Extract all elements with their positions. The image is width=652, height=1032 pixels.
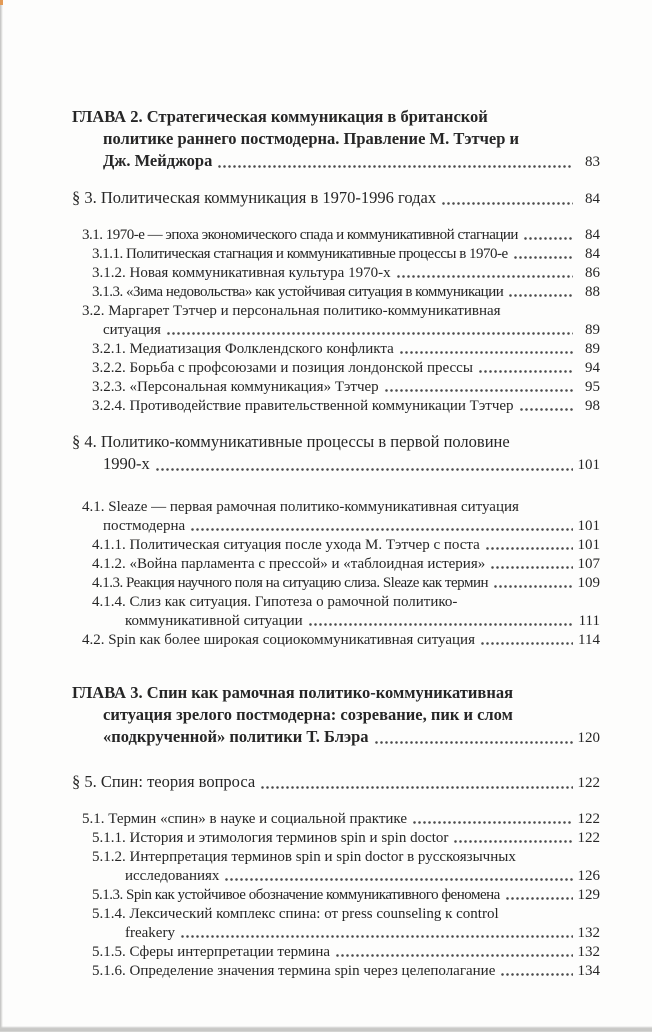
- toc-entry-text: 5.1.3. Spin как устойчивое обозначение коммуникативного феномена: [92, 887, 500, 903]
- page-number: 84: [585, 246, 600, 262]
- toc-entry-text: ситуация: [103, 322, 161, 338]
- toc-entry-text: 3.2.1. Медиатизация Фолклендского конфликта: [92, 341, 394, 357]
- dot-leader: [509, 293, 573, 298]
- toc-entry-line: [72, 431, 600, 453]
- toc-entry-text: «подкрученной» политики Т. Блэра: [103, 727, 369, 746]
- dot-leader: [375, 740, 573, 745]
- page-number: 86: [585, 265, 600, 281]
- dot-leader: [191, 527, 573, 532]
- toc-entry-text: 5.1.2. Интерпретация терминов spin и spin doctor в русскоязычных: [92, 849, 516, 865]
- page-number: 132: [577, 925, 600, 941]
- page-bottom-edge: [0, 1026, 652, 1032]
- page-number: 132: [577, 944, 600, 960]
- toc-entry-line: [72, 771, 600, 794]
- toc-entry-text: ГЛАВА 3. Спин как рамочная политико-коммуникативная: [72, 683, 514, 702]
- toc-entry-line: [72, 106, 600, 128]
- toc-entry-text: 3.2.3. «Персональная коммуникация» Тэтчер: [92, 379, 379, 395]
- page-left-edge: [0, 0, 3, 1032]
- toc-entry-text: 5.1.5. Сферы интерпретации термина: [92, 944, 331, 960]
- toc-entry-text: 3.1.3. «Зима недовольства» как устойчивая ситуация в коммуникации: [92, 284, 504, 300]
- page-number: 101: [577, 518, 600, 534]
- toc-entry-line: [72, 264, 600, 283]
- dot-leader: [181, 934, 573, 939]
- dot-leader: [336, 953, 573, 958]
- page-number: 84: [585, 227, 600, 243]
- dot-leader: [486, 546, 573, 551]
- toc-entry-line: [72, 187, 600, 210]
- page-number: 89: [585, 341, 600, 357]
- toc-entry-line: [72, 593, 600, 612]
- dot-leader: [520, 407, 573, 412]
- toc-entry-text: § 5. Спин: теория вопроса: [72, 772, 256, 791]
- toc-entry-text: 4.1.2. «Война парламента с прессой» и «таблоидная истерия»: [92, 556, 486, 572]
- scan-artifact-speck: [0, 0, 3, 5]
- dot-leader: [494, 584, 573, 589]
- toc-entry-text: политике раннего постмодерна. Правление М. Тэтчер и: [103, 129, 520, 148]
- toc-entry-line: [72, 517, 600, 536]
- dot-leader: [167, 331, 573, 336]
- toc-entry-line: [72, 704, 600, 726]
- dot-leader: [413, 820, 573, 825]
- toc-entry-line: [72, 924, 600, 943]
- toc-entry-line: [72, 612, 600, 631]
- toc-entry-line: [72, 905, 600, 924]
- dot-leader: [385, 388, 573, 393]
- toc-entry-line: [72, 378, 600, 397]
- dot-leader: [454, 839, 573, 844]
- toc-entry-text: Дж. Мейджора: [103, 151, 213, 170]
- toc-entry-line: [72, 226, 600, 245]
- toc-entry-line: [72, 682, 600, 704]
- toc-entry-text: 3.1.2. Новая коммуникативная культура 1970-х: [92, 265, 391, 281]
- toc-group-section-3: [72, 187, 600, 210]
- toc-entry-text: 4.1.1. Политическая ситуация после ухода М. Тэтчер с поста: [92, 537, 480, 553]
- page-number: 126: [577, 868, 600, 884]
- toc-group-items-4: [72, 498, 600, 650]
- toc-group-items-3: [72, 226, 600, 416]
- toc-entry-line: [72, 536, 600, 555]
- toc-group-items-5: [72, 810, 600, 981]
- toc-entry-text: ситуация зрелого постмодерна: созревание, пик и слом: [103, 705, 513, 724]
- toc-entry-line: [72, 283, 600, 302]
- page-number: 122: [577, 775, 600, 791]
- dot-leader: [501, 972, 573, 977]
- toc-entry-text: 5.1.6. Определение значения термина spin через целеполагание: [92, 963, 496, 979]
- toc-entry-text: 4.1.3. Реакция научного поля на ситуацию слиза. Sleaze как термин: [92, 575, 489, 591]
- toc-entry-line: [72, 359, 600, 378]
- toc-entry-line: [72, 321, 600, 340]
- toc-entry-text: § 3. Политическая коммуникация в 1970-1996 годах: [72, 188, 437, 207]
- toc-entry-line: [72, 829, 600, 848]
- dot-leader: [397, 274, 573, 279]
- toc-entry-line: [72, 631, 600, 650]
- toc-entry-line: [72, 810, 600, 829]
- page-number: 98: [585, 398, 600, 414]
- page-number: 129: [577, 887, 600, 903]
- dot-leader: [225, 877, 573, 882]
- toc-entry-line: [72, 943, 600, 962]
- toc-entry-text: 5.1. Термин «спин» в науке и социальной практике: [82, 811, 407, 827]
- toc-entry-text: 3.1. 1970-е — эпоха экономического спада и коммуникативной стагнации: [82, 227, 518, 243]
- page-number: 95: [585, 379, 600, 395]
- toc-entry-text: 1990-х: [103, 454, 150, 473]
- dot-leader: [479, 369, 573, 374]
- page-number: 94: [585, 360, 600, 376]
- dot-leader: [481, 641, 573, 646]
- page-number: 109: [577, 575, 600, 591]
- toc-entry-line: [72, 726, 600, 749]
- toc-entry-line: [72, 498, 600, 517]
- toc-entry-text: 4.2. Spin как более широкая социокоммуникативная ситуация: [82, 632, 475, 648]
- toc-entry-line: [72, 150, 600, 173]
- page-number: 83: [585, 154, 600, 170]
- page-number: 114: [578, 632, 600, 648]
- toc-entry-text: постмодерна: [103, 518, 186, 534]
- page-number: 88: [585, 284, 600, 300]
- page-number: 101: [577, 457, 600, 473]
- toc-entry-line: [72, 886, 600, 905]
- toc-entry-line: [72, 453, 600, 476]
- toc-entry-text: коммуникативной ситуации: [125, 613, 303, 629]
- dot-leader: [524, 236, 573, 241]
- dot-leader: [309, 622, 573, 627]
- dot-leader: [442, 201, 573, 206]
- page-number: 89: [585, 322, 600, 338]
- page-number: 111: [578, 613, 600, 629]
- toc-entry-text: 3.2.4. Противодействие правительственной коммуникации Тэтчер: [92, 398, 514, 414]
- toc-entry-line: [72, 867, 600, 886]
- table-of-contents: [72, 106, 600, 981]
- toc-entry-text: 4.1. Sleaze — первая рамочная политико-коммуникативная ситуация: [82, 499, 519, 515]
- dot-leader: [491, 565, 573, 570]
- toc-group-section-5: [72, 771, 600, 794]
- toc-entry-line: [72, 848, 600, 867]
- dot-leader: [156, 467, 573, 472]
- toc-entry-line: [72, 962, 600, 981]
- toc-entry-text: freakery: [125, 925, 175, 941]
- toc-entry-line: [72, 302, 600, 321]
- toc-entry-text: ГЛАВА 2. Стратегическая коммуникация в британской: [72, 107, 488, 126]
- dot-leader: [261, 785, 573, 790]
- toc-entry-text: § 4. Политико-коммуникативные процессы в первой половине: [72, 432, 510, 451]
- toc-entry-text: 4.1.4. Слиз как ситуация. Гипотеза о рамочной политико-: [92, 594, 458, 610]
- toc-entry-line: [72, 397, 600, 416]
- toc-entry-line: [72, 245, 600, 264]
- toc-group-section-4: [72, 431, 600, 476]
- page-number: 120: [577, 730, 600, 746]
- dot-leader: [506, 896, 573, 901]
- dot-leader: [400, 350, 573, 355]
- toc-entry-line: [72, 555, 600, 574]
- toc-entry-text: 3.2.2. Борьба с профсоюзами и позиция лондонской прессы: [92, 360, 473, 376]
- toc-entry-line: [72, 574, 600, 593]
- toc-group-chapter-3: [72, 682, 600, 749]
- toc-entry-text: 3.2. Маргарет Тэтчер и персональная политико-коммуникативная: [82, 303, 501, 319]
- page-number: 107: [577, 556, 600, 572]
- page-number: 122: [577, 811, 600, 827]
- page-number: 134: [577, 963, 600, 979]
- page-number: 101: [577, 537, 600, 553]
- toc-entry-text: 5.1.4. Лексический комплекс спина: от press counseling к control: [92, 906, 499, 922]
- toc-entry-text: 5.1.1. История и этимология терминов spin и spin doctor: [92, 830, 449, 846]
- page-number: 122: [577, 830, 600, 846]
- page-number: 84: [585, 191, 600, 207]
- toc-entry-line: [72, 340, 600, 359]
- dot-leader: [514, 255, 573, 260]
- toc-entry-text: исследованиях: [125, 868, 220, 884]
- toc-entry-text: 3.1.1. Политическая стагнация и коммуникативные процессы в 1970-е: [92, 246, 508, 262]
- toc-group-chapter-2: [72, 106, 600, 173]
- toc-entry-line: [72, 128, 600, 150]
- dot-leader: [218, 164, 573, 169]
